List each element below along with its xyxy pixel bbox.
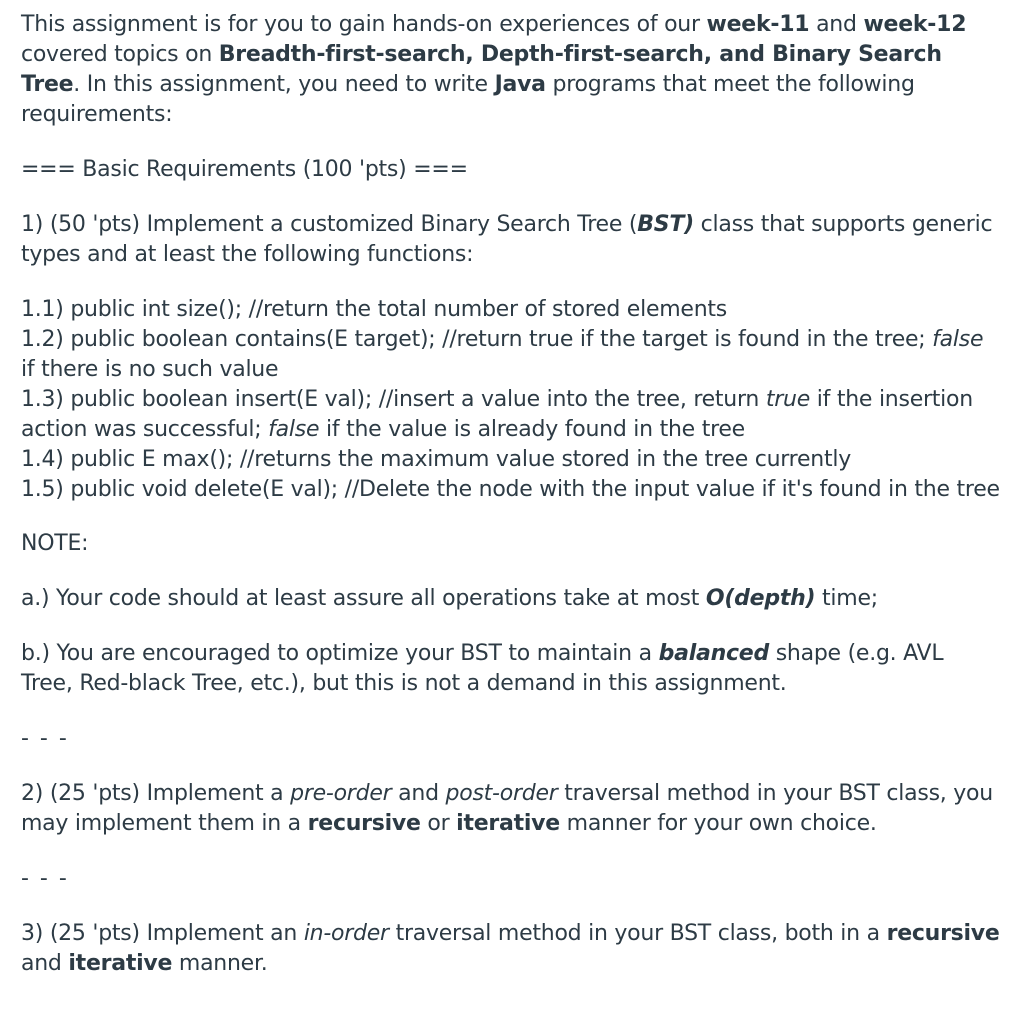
req2-iterative: iterative [456, 811, 560, 836]
requirement-3 [21, 919, 1001, 979]
contains-text-1: 1.2) public boolean contains(E target); //return true if the target is found in the tree; [21, 327, 933, 352]
req3-text-4: manner. [172, 951, 268, 976]
intro-java: Java [494, 72, 546, 97]
contains-text-2: if there is no such value [21, 357, 279, 382]
req3-text-1: 3) (25 'pts) Implement an [21, 921, 304, 946]
insert-false: false [268, 417, 320, 442]
intro-text-4: . In this assignment, you need to write [73, 72, 495, 97]
separator-2: - - - [21, 866, 69, 891]
note-label: NOTE: [21, 531, 89, 556]
basic-requirements-header: === Basic Requirements (100 'pts) === [21, 157, 468, 182]
intro-topics: Breadth-first-search, Depth-first-search, and Binary Search Tree [21, 42, 942, 97]
req2-text-1: 2) (25 'pts) Implement a [21, 781, 291, 806]
req3-text-2: traversal method in your BST class, both in a [388, 921, 887, 946]
function-contains [21, 325, 1001, 385]
note-a-text-1: a.) Your code should at least assure all operations take at most [21, 586, 706, 611]
req3-text-3: and [21, 951, 69, 976]
intro-text-2: and [809, 12, 864, 37]
req2-pre-order: pre-order [290, 781, 392, 806]
function-list [21, 295, 1001, 505]
intro-text-5: programs that meet the following requirements: [21, 72, 915, 127]
intro-week12: week-12 [863, 12, 967, 37]
insert-text-3: if the value is already found in the tree [319, 417, 745, 442]
req3-in-order: in-order [303, 921, 389, 946]
req3-iterative: iterative [68, 951, 173, 976]
req2-recursive: recursive [307, 811, 421, 836]
insert-true: true [765, 387, 810, 412]
note-b-balanced: balanced [658, 641, 769, 666]
req2-post-order: post-order [445, 781, 558, 806]
req2-text-4: or [420, 811, 457, 836]
insert-text-2: if the insertion action was successful; [21, 387, 973, 442]
function-insert [21, 385, 1001, 445]
contains-false: false [932, 327, 984, 352]
note-b [21, 639, 1001, 699]
req1-text-2: class that supports generic types and at least the following functions: [21, 212, 993, 267]
note-a-text-2: time; [815, 586, 878, 611]
req1-text-1: 1) (50 'pts) Implement a customized Binary Search Tree ( [21, 212, 638, 237]
intro-text-3: covered topics on [21, 42, 219, 67]
requirement-2 [21, 779, 1001, 839]
requirement-1 [21, 210, 1001, 270]
insert-text-1: 1.3) public boolean insert(E val); //insert a value into the tree, return [21, 387, 766, 412]
req2-text-3: traversal method in your BST class, you may implement them in a [21, 781, 993, 836]
req1-bst: BST) [637, 212, 694, 237]
function-delete: 1.5) public void delete(E val); //Delete the node with the input value if it's found in the tree [21, 477, 1000, 502]
note-a [21, 584, 1001, 614]
req2-text-2: and [391, 781, 446, 806]
separator-1: - - - [21, 726, 69, 751]
function-size: 1.1) public int size(); //return the total number of stored elements [21, 297, 727, 322]
function-max: 1.4) public E max(); //returns the maximum value stored in the tree currently [21, 447, 851, 472]
req3-recursive: recursive [886, 921, 1000, 946]
note-b-text-1: b.) You are encouraged to optimize your BST to maintain a [21, 641, 659, 666]
intro-week11: week-11 [706, 12, 810, 37]
note-a-complexity: O(depth) [705, 586, 816, 611]
note-b-text-2: shape (e.g. AVL Tree, Red-black Tree, etc.), but this is not a demand in this assignment. [21, 641, 944, 696]
intro-text-1: This assignment is for you to gain hands-on experiences of our [21, 12, 707, 37]
intro-paragraph [21, 10, 1001, 130]
req2-text-5: manner for your own choice. [559, 811, 877, 836]
